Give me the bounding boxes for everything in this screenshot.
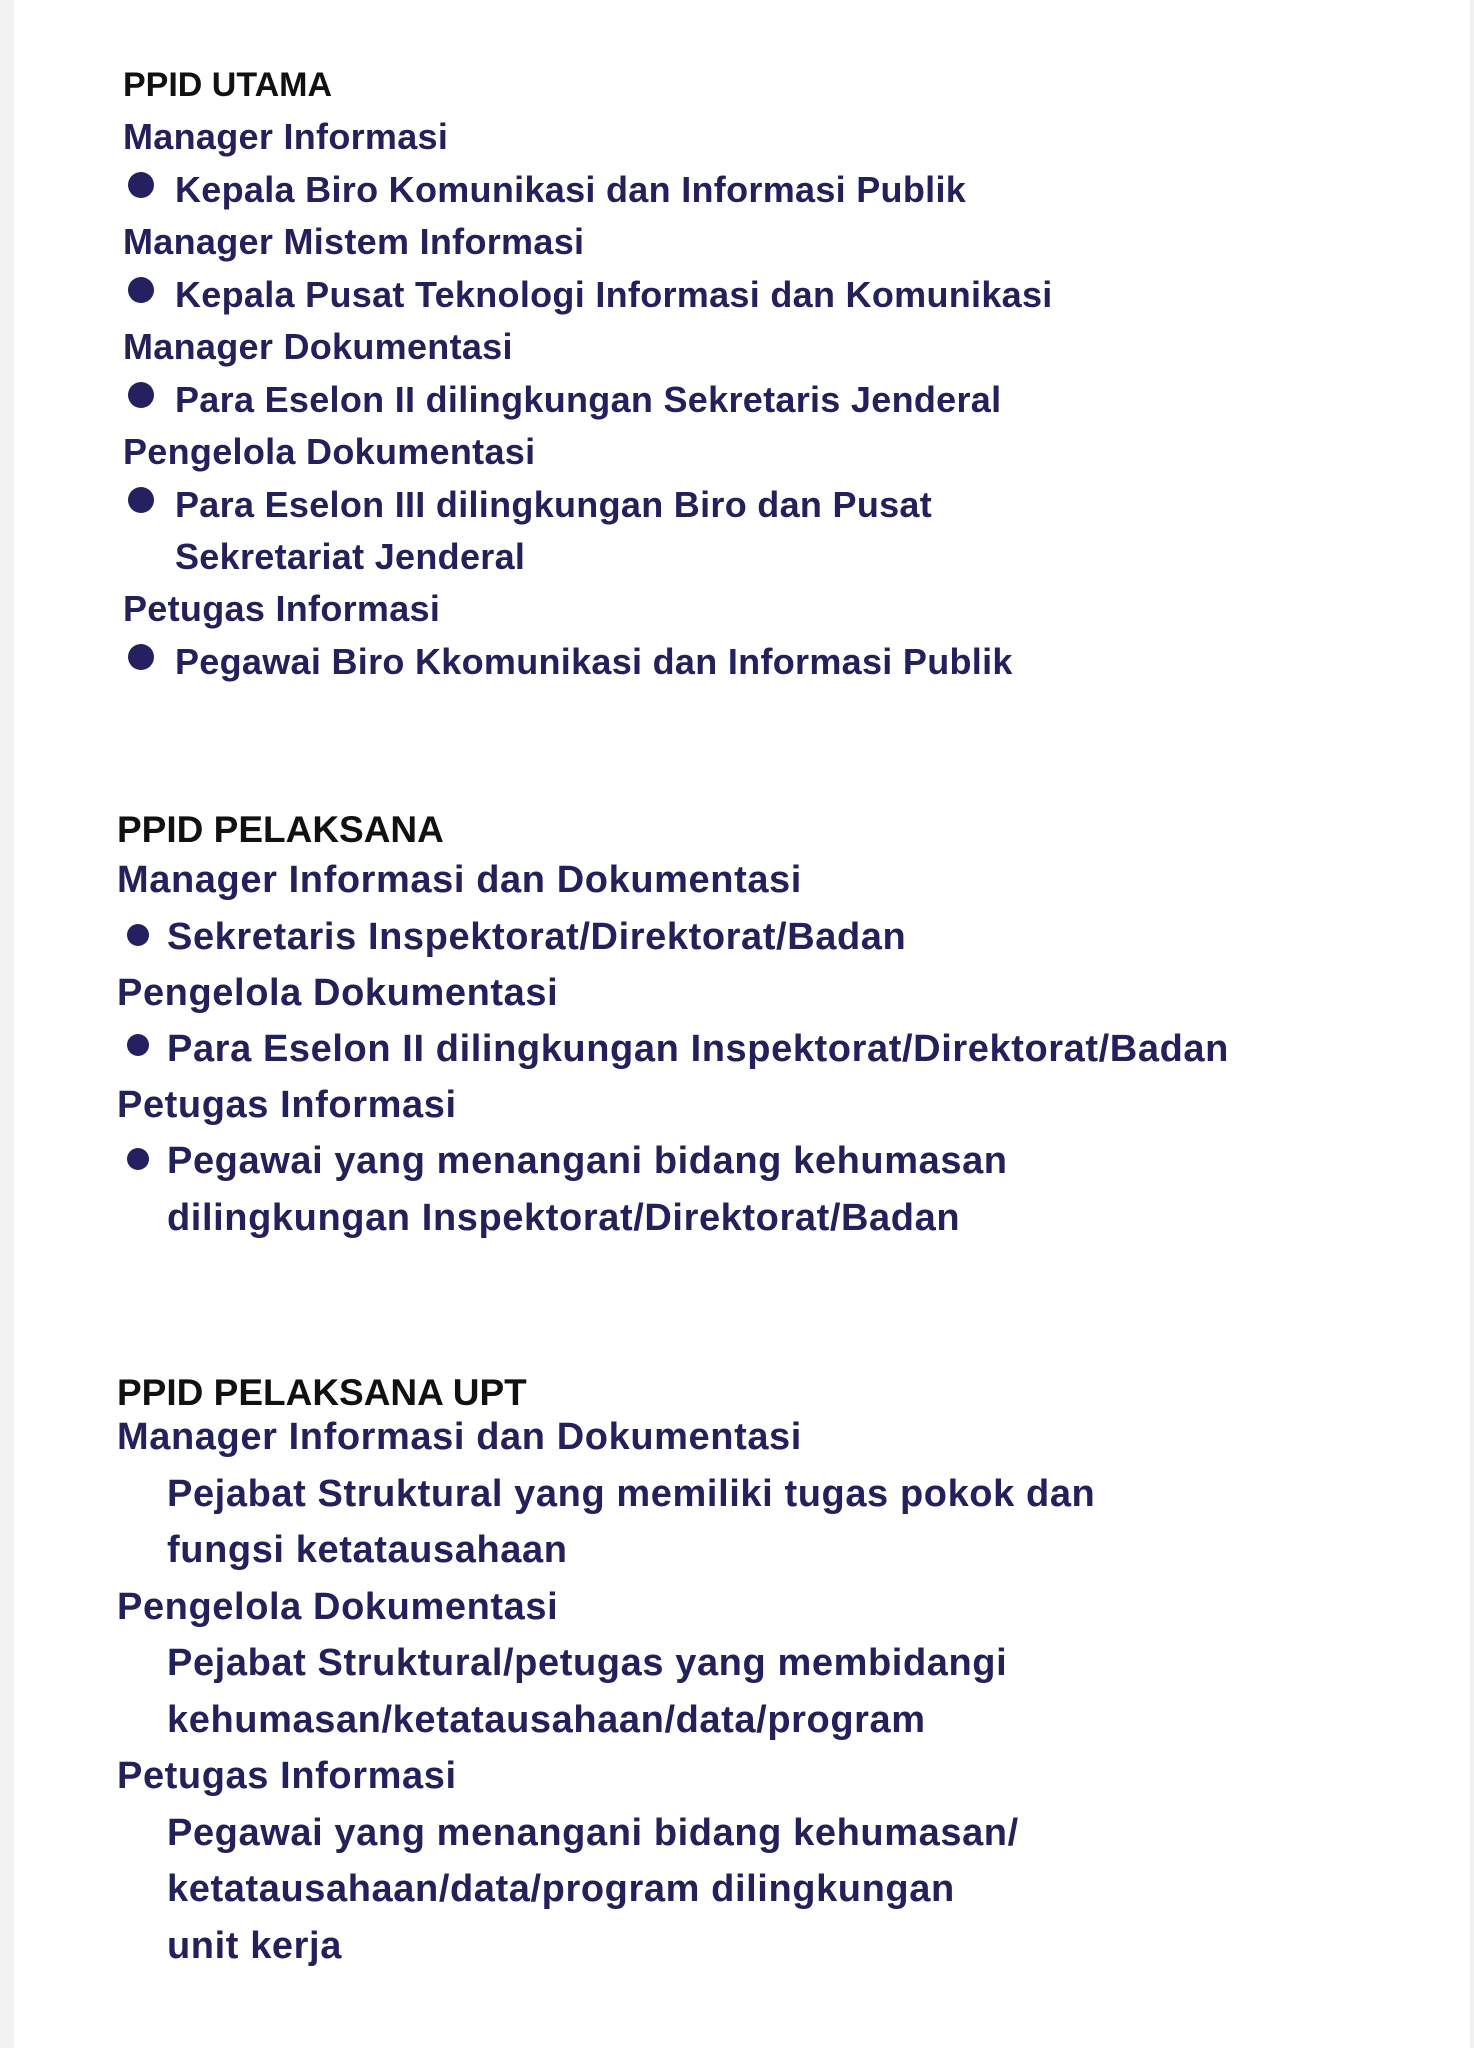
- left-border: [0, 0, 14, 2048]
- role-label: Manager Dokumentasi: [123, 326, 513, 367]
- bullet-icon: [127, 1148, 149, 1170]
- section-title: PPID PELAKSANA: [117, 809, 444, 850]
- role-label: Pengelola Dokumentasi: [117, 1586, 559, 1628]
- role-label: Petugas Informasi: [117, 1084, 457, 1126]
- role-holder: Pegawai yang menangani bidang kehumasan: [167, 1140, 1008, 1182]
- bullet-icon: [128, 644, 154, 670]
- role-holder: Pegawai yang menangani bidang kehumasan/: [167, 1812, 1019, 1854]
- role-label: Petugas Informasi: [117, 1755, 457, 1797]
- role-holder: Pejabat Struktural/petugas yang membidangi: [167, 1642, 1008, 1684]
- role-label: Manager Mistem Informasi: [123, 221, 585, 262]
- role-holder: Para Eselon II dilingkungan Inspektorat/Direktorat/Badan: [167, 1028, 1229, 1070]
- bullet-icon: [127, 1034, 149, 1056]
- role-holder: Sekretaris Inspektorat/Direktorat/Badan: [167, 916, 907, 958]
- role-label: Manager Informasi: [123, 116, 449, 157]
- role-label: Pengelola Dokumentasi: [117, 972, 559, 1014]
- role-holder: Kepala Biro Komunikasi dan Informasi Publik: [175, 169, 967, 210]
- bullet-icon: [128, 172, 154, 198]
- role-label: Manager Informasi dan Dokumentasi: [117, 1416, 802, 1458]
- role-holder-continued: Sekretariat Jenderal: [175, 536, 526, 577]
- role-holder: Para Eselon II dilingkungan Sekretaris Jenderal: [175, 379, 1002, 420]
- right-border: [1470, 0, 1474, 2048]
- role-holder-continued: unit kerja: [167, 1925, 342, 1967]
- bullet-icon: [128, 277, 154, 303]
- role-label: Petugas Informasi: [123, 588, 441, 629]
- section-title: PPID PELAKSANA UPT: [117, 1372, 527, 1413]
- role-holder-continued: dilingkungan Inspektorat/Direktorat/Badan: [167, 1197, 961, 1239]
- role-holder-continued: kehumasan/ketatausahaan/data/program: [167, 1699, 926, 1741]
- role-label: Manager Informasi dan Dokumentasi: [117, 859, 802, 901]
- role-holder: Pejabat Struktural yang memiliki tugas pokok dan: [167, 1473, 1096, 1515]
- role-holder: Pegawai Biro Kkomunikasi dan Informasi Publik: [175, 641, 1013, 682]
- role-holder: Kepala Pusat Teknologi Informasi dan Komunikasi: [175, 274, 1053, 315]
- bullet-icon: [127, 924, 149, 946]
- bullet-icon: [128, 487, 154, 513]
- role-holder-continued: fungsi ketatausahaan: [167, 1529, 568, 1571]
- role-holder-continued: ketatausahaan/data/program dilingkungan: [167, 1868, 955, 1910]
- role-holder: Para Eselon III dilingkungan Biro dan Pusat: [175, 484, 933, 525]
- section-title: PPID UTAMA: [123, 66, 333, 104]
- role-label: Pengelola Dokumentasi: [123, 431, 536, 472]
- bullet-icon: [128, 382, 154, 408]
